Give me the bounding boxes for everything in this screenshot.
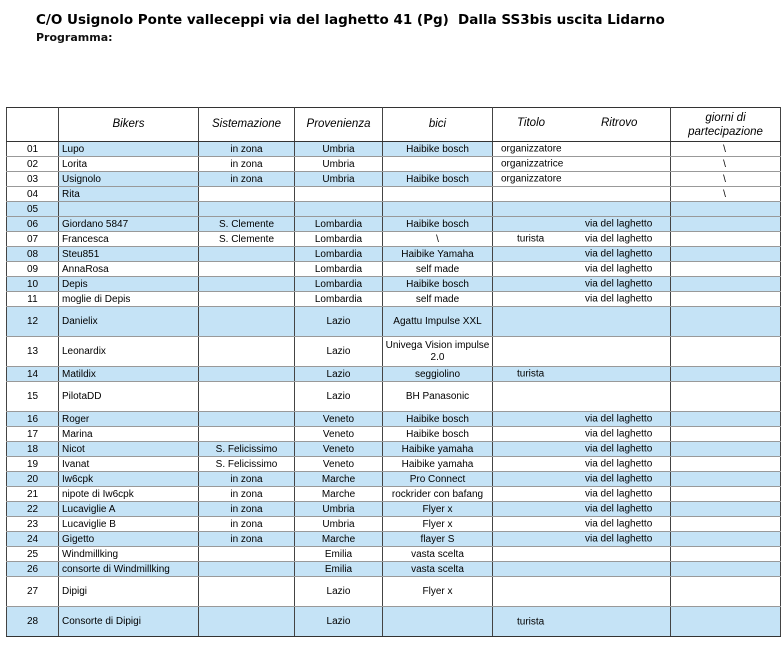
cell-ritrovo: via del laghetto (585, 473, 653, 485)
cell-sistemazione (199, 382, 295, 412)
cell-ritrovo: via del laghetto (585, 293, 653, 305)
cell-biker: Francesca (59, 232, 199, 247)
cell-number: 03 (7, 172, 59, 187)
cell-biker: Gigetto (59, 532, 199, 547)
cell-biker: Danielix (59, 307, 199, 337)
cell-titolo-ritrovo (493, 232, 671, 247)
table-row (7, 232, 781, 247)
cell-giorni (671, 412, 781, 427)
table-row (7, 517, 781, 532)
title-address: C/O Usignolo Ponte valleceppi via del laghetto 41 (Pg) (36, 12, 449, 28)
table-row (7, 307, 781, 337)
cell-giorni: \ (671, 142, 781, 157)
cell-provenienza: Lazio (295, 367, 383, 382)
cell-provenienza: Umbria (295, 502, 383, 517)
cell-titolo-ritrovo (493, 562, 671, 577)
col-num (7, 108, 59, 142)
cell-number: 28 (7, 607, 59, 637)
cell-giorni (671, 247, 781, 262)
cell-biker: Roger (59, 412, 199, 427)
cell-number: 17 (7, 427, 59, 442)
cell-provenienza: Veneto (295, 442, 383, 457)
cell-number: 11 (7, 292, 59, 307)
cell-provenienza (295, 187, 383, 202)
cell-bici: Haibike bosch (383, 427, 493, 442)
cell-titolo-ritrovo (493, 307, 671, 337)
cell-provenienza: Umbria (295, 142, 383, 157)
cell-biker: Matildix (59, 367, 199, 382)
table-row (7, 502, 781, 517)
cell-number: 16 (7, 412, 59, 427)
cell-provenienza: Emilia (295, 562, 383, 577)
cell-titolo-ritrovo (493, 247, 671, 262)
cell-biker: Iw6cpk (59, 472, 199, 487)
cell-giorni (671, 427, 781, 442)
participants-table (6, 107, 781, 637)
cell-giorni (671, 517, 781, 532)
table-row (7, 247, 781, 262)
cell-biker: Lorita (59, 157, 199, 172)
col-titolo: Titolo (517, 117, 546, 129)
cell-titolo-ritrovo (493, 187, 671, 202)
cell-sistemazione (199, 367, 295, 382)
cell-number: 25 (7, 547, 59, 562)
cell-titolo-ritrovo (493, 577, 671, 607)
table-row (7, 562, 781, 577)
cell-provenienza: Umbria (295, 172, 383, 187)
cell-number: 22 (7, 502, 59, 517)
cell-sistemazione (199, 292, 295, 307)
cell-provenienza: Lazio (295, 382, 383, 412)
cell-provenienza (295, 202, 383, 217)
cell-giorni: \ (671, 172, 781, 187)
cell-provenienza: Lombardia (295, 262, 383, 277)
cell-biker: Dipigi (59, 577, 199, 607)
table-row (7, 157, 781, 172)
cell-giorni (671, 502, 781, 517)
cell-bici: vasta scelta (383, 547, 493, 562)
cell-provenienza: Lombardia (295, 232, 383, 247)
cell-titolo-ritrovo (493, 412, 671, 427)
cell-titolo-ritrovo (493, 442, 671, 457)
cell-titolo-ritrovo (493, 292, 671, 307)
title-directions: Dalla SS3bis uscita Lidarno (458, 12, 665, 28)
cell-titolo-ritrovo (493, 337, 671, 367)
cell-titolo-ritrovo (493, 217, 671, 232)
cell-biker: moglie di Depis (59, 292, 199, 307)
cell-biker (59, 202, 199, 217)
cell-titolo-ritrovo (493, 142, 671, 157)
table-row (7, 487, 781, 502)
cell-bici: vasta scelta (383, 562, 493, 577)
cell-giorni (671, 232, 781, 247)
cell-provenienza: Lazio (295, 307, 383, 337)
cell-sistemazione: in zona (199, 472, 295, 487)
cell-titolo-ritrovo (493, 517, 671, 532)
cell-bici: Haibike bosch (383, 142, 493, 157)
cell-sistemazione (199, 277, 295, 292)
cell-sistemazione (199, 577, 295, 607)
cell-titolo-ritrovo (493, 262, 671, 277)
cell-sistemazione: S. Felicissimo (199, 442, 295, 457)
cell-titolo-ritrovo (493, 172, 671, 187)
header-row (7, 108, 781, 142)
table-row (7, 202, 781, 217)
cell-giorni (671, 367, 781, 382)
cell-titolo-ritrovo (493, 277, 671, 292)
cell-bici: seggiolino (383, 367, 493, 382)
cell-giorni (671, 562, 781, 577)
cell-biker: Marina (59, 427, 199, 442)
cell-provenienza: Veneto (295, 427, 383, 442)
cell-ritrovo: via del laghetto (585, 488, 653, 500)
table-row (7, 607, 781, 637)
cell-titolo: organizzatore (501, 173, 562, 185)
table-row (7, 547, 781, 562)
cell-ritrovo: via del laghetto (585, 278, 653, 290)
cell-giorni (671, 337, 781, 367)
cell-sistemazione: in zona (199, 502, 295, 517)
cell-provenienza: Lombardia (295, 277, 383, 292)
cell-ritrovo: via del laghetto (585, 503, 653, 515)
cell-biker: Consorte di Dipigi (59, 607, 199, 637)
cell-bici: Haibike Yamaha (383, 247, 493, 262)
cell-number: 23 (7, 517, 59, 532)
table-row (7, 217, 781, 232)
cell-number: 02 (7, 157, 59, 172)
cell-provenienza: Lombardia (295, 247, 383, 262)
cell-biker: Usignolo (59, 172, 199, 187)
col-titolo-ritrovo (493, 108, 671, 142)
cell-ritrovo: via del laghetto (585, 413, 653, 425)
cell-number: 07 (7, 232, 59, 247)
cell-bici: Flyer x (383, 502, 493, 517)
cell-titolo: turista (517, 368, 545, 380)
cell-sistemazione (199, 247, 295, 262)
cell-sistemazione (199, 607, 295, 637)
cell-sistemazione (199, 562, 295, 577)
cell-number: 24 (7, 532, 59, 547)
cell-bici: Agattu Impulse XXL (383, 307, 493, 337)
cell-titolo-ritrovo (493, 202, 671, 217)
cell-giorni (671, 607, 781, 637)
cell-provenienza: Veneto (295, 412, 383, 427)
table-row (7, 187, 781, 202)
cell-number: 12 (7, 307, 59, 337)
cell-sistemazione (199, 202, 295, 217)
table-row (7, 337, 781, 367)
col-provenienza: Provenienza (295, 108, 383, 142)
table-row (7, 427, 781, 442)
cell-bici: flayer S (383, 532, 493, 547)
cell-number: 19 (7, 457, 59, 472)
cell-provenienza: Umbria (295, 157, 383, 172)
cell-giorni (671, 442, 781, 457)
cell-sistemazione (199, 187, 295, 202)
cell-sistemazione: in zona (199, 157, 295, 172)
cell-ritrovo: via del laghetto (585, 533, 653, 545)
cell-titolo-ritrovo (493, 502, 671, 517)
cell-bici: Univega Vision impulse 2.0 (383, 337, 493, 367)
cell-titolo-ritrovo (493, 367, 671, 382)
cell-titolo: organizzatore (501, 143, 562, 155)
programma-label: Programma: (36, 31, 113, 44)
cell-biker: Leonardix (59, 337, 199, 367)
cell-sistemazione: in zona (199, 142, 295, 157)
cell-sistemazione (199, 547, 295, 562)
cell-bici: BH Panasonic (383, 382, 493, 412)
cell-giorni: \ (671, 157, 781, 172)
cell-provenienza: Marche (295, 487, 383, 502)
table-row (7, 442, 781, 457)
cell-number: 10 (7, 277, 59, 292)
cell-bici: Haibike bosch (383, 217, 493, 232)
cell-titolo-ritrovo (493, 457, 671, 472)
cell-biker: Rita (59, 187, 199, 202)
table-row (7, 577, 781, 607)
cell-bici: Haibike yamaha (383, 442, 493, 457)
cell-bici: Flyer x (383, 517, 493, 532)
table-row (7, 532, 781, 547)
table-row (7, 412, 781, 427)
cell-bici: rockrider con bafang (383, 487, 493, 502)
cell-number: 06 (7, 217, 59, 232)
col-bici: bici (383, 108, 493, 142)
cell-biker: AnnaRosa (59, 262, 199, 277)
cell-bici (383, 607, 493, 637)
cell-number: 04 (7, 187, 59, 202)
col-sistemazione: Sistemazione (199, 108, 295, 142)
cell-number: 26 (7, 562, 59, 577)
cell-number: 20 (7, 472, 59, 487)
cell-ritrovo: via del laghetto (585, 248, 653, 260)
cell-bici: Haibike yamaha (383, 457, 493, 472)
cell-provenienza: Veneto (295, 457, 383, 472)
cell-biker: Depis (59, 277, 199, 292)
cell-giorni (671, 382, 781, 412)
cell-number: 01 (7, 142, 59, 157)
cell-biker: Giordano 5847 (59, 217, 199, 232)
cell-sistemazione (199, 427, 295, 442)
cell-provenienza: Marche (295, 532, 383, 547)
col-bikers: Bikers (59, 108, 199, 142)
cell-sistemazione: in zona (199, 487, 295, 502)
cell-bici: Flyer x (383, 577, 493, 607)
cell-titolo: turista (517, 233, 545, 245)
cell-titolo-ritrovo (493, 547, 671, 562)
cell-giorni: \ (671, 187, 781, 202)
cell-ritrovo: via del laghetto (585, 518, 653, 530)
cell-titolo-ritrovo (493, 607, 671, 637)
table-row (7, 292, 781, 307)
table-row (7, 472, 781, 487)
cell-bici: Haibike bosch (383, 172, 493, 187)
cell-sistemazione: in zona (199, 172, 295, 187)
cell-number: 09 (7, 262, 59, 277)
cell-giorni (671, 262, 781, 277)
cell-giorni (671, 532, 781, 547)
cell-giorni (671, 457, 781, 472)
cell-provenienza: Lombardia (295, 292, 383, 307)
cell-ritrovo: via del laghetto (585, 218, 653, 230)
cell-ritrovo: via del laghetto (585, 263, 653, 275)
cell-ritrovo: via del laghetto (585, 233, 653, 245)
cell-bici (383, 157, 493, 172)
cell-ritrovo: via del laghetto (585, 458, 653, 470)
col-giorni: giorni di partecipazione (671, 108, 781, 142)
table-row (7, 457, 781, 472)
cell-bici: self made (383, 262, 493, 277)
cell-bici: Haibike bosch (383, 277, 493, 292)
cell-biker: Lupo (59, 142, 199, 157)
cell-giorni (671, 307, 781, 337)
cell-number: 13 (7, 337, 59, 367)
cell-number: 08 (7, 247, 59, 262)
cell-sistemazione: S. Clemente (199, 217, 295, 232)
table-row (7, 277, 781, 292)
cell-biker: Lucaviglie A (59, 502, 199, 517)
cell-biker: nipote di Iw6cpk (59, 487, 199, 502)
cell-number: 05 (7, 202, 59, 217)
col-ritrovo: Ritrovo (601, 117, 638, 129)
table-row (7, 172, 781, 187)
cell-sistemazione (199, 307, 295, 337)
cell-sistemazione: S. Felicissimo (199, 457, 295, 472)
cell-provenienza: Emilia (295, 547, 383, 562)
cell-provenienza: Lazio (295, 607, 383, 637)
cell-bici: \ (383, 232, 493, 247)
cell-biker: Windmillking (59, 547, 199, 562)
cell-titolo-ritrovo (493, 157, 671, 172)
cell-giorni (671, 202, 781, 217)
cell-bici: self made (383, 292, 493, 307)
cell-provenienza: Umbria (295, 517, 383, 532)
cell-sistemazione: in zona (199, 532, 295, 547)
cell-number: 21 (7, 487, 59, 502)
cell-titolo-ritrovo (493, 472, 671, 487)
cell-number: 27 (7, 577, 59, 607)
cell-ritrovo: via del laghetto (585, 443, 653, 455)
cell-giorni (671, 472, 781, 487)
cell-bici: Haibike bosch (383, 412, 493, 427)
cell-biker: Steu851 (59, 247, 199, 262)
cell-biker: consorte di Windmillking (59, 562, 199, 577)
cell-biker: Lucaviglie B (59, 517, 199, 532)
table-row (7, 142, 781, 157)
cell-bici: Pro Connect (383, 472, 493, 487)
cell-titolo-ritrovo (493, 532, 671, 547)
cell-sistemazione (199, 337, 295, 367)
cell-sistemazione (199, 262, 295, 277)
cell-giorni (671, 292, 781, 307)
cell-titolo-ritrovo (493, 487, 671, 502)
cell-provenienza: Lazio (295, 577, 383, 607)
table-row (7, 382, 781, 412)
cell-sistemazione (199, 412, 295, 427)
cell-bici (383, 187, 493, 202)
cell-titolo-ritrovo (493, 382, 671, 412)
cell-provenienza: Lazio (295, 337, 383, 367)
cell-biker: PilotaDD (59, 382, 199, 412)
cell-provenienza: Marche (295, 472, 383, 487)
cell-titolo: turista (517, 616, 545, 627)
cell-titolo-ritrovo (493, 427, 671, 442)
cell-giorni (671, 277, 781, 292)
cell-number: 14 (7, 367, 59, 382)
cell-number: 18 (7, 442, 59, 457)
cell-biker: Nicot (59, 442, 199, 457)
cell-giorni (671, 547, 781, 562)
cell-giorni (671, 487, 781, 502)
cell-giorni (671, 577, 781, 607)
table-row (7, 367, 781, 382)
cell-sistemazione: S. Clemente (199, 232, 295, 247)
cell-giorni (671, 217, 781, 232)
cell-number: 15 (7, 382, 59, 412)
table-row (7, 262, 781, 277)
cell-bici (383, 202, 493, 217)
cell-titolo: organizzatrice (501, 158, 564, 170)
cell-sistemazione: in zona (199, 517, 295, 532)
cell-biker: Ivanat (59, 457, 199, 472)
cell-ritrovo: via del laghetto (585, 428, 653, 440)
cell-provenienza: Lombardia (295, 217, 383, 232)
